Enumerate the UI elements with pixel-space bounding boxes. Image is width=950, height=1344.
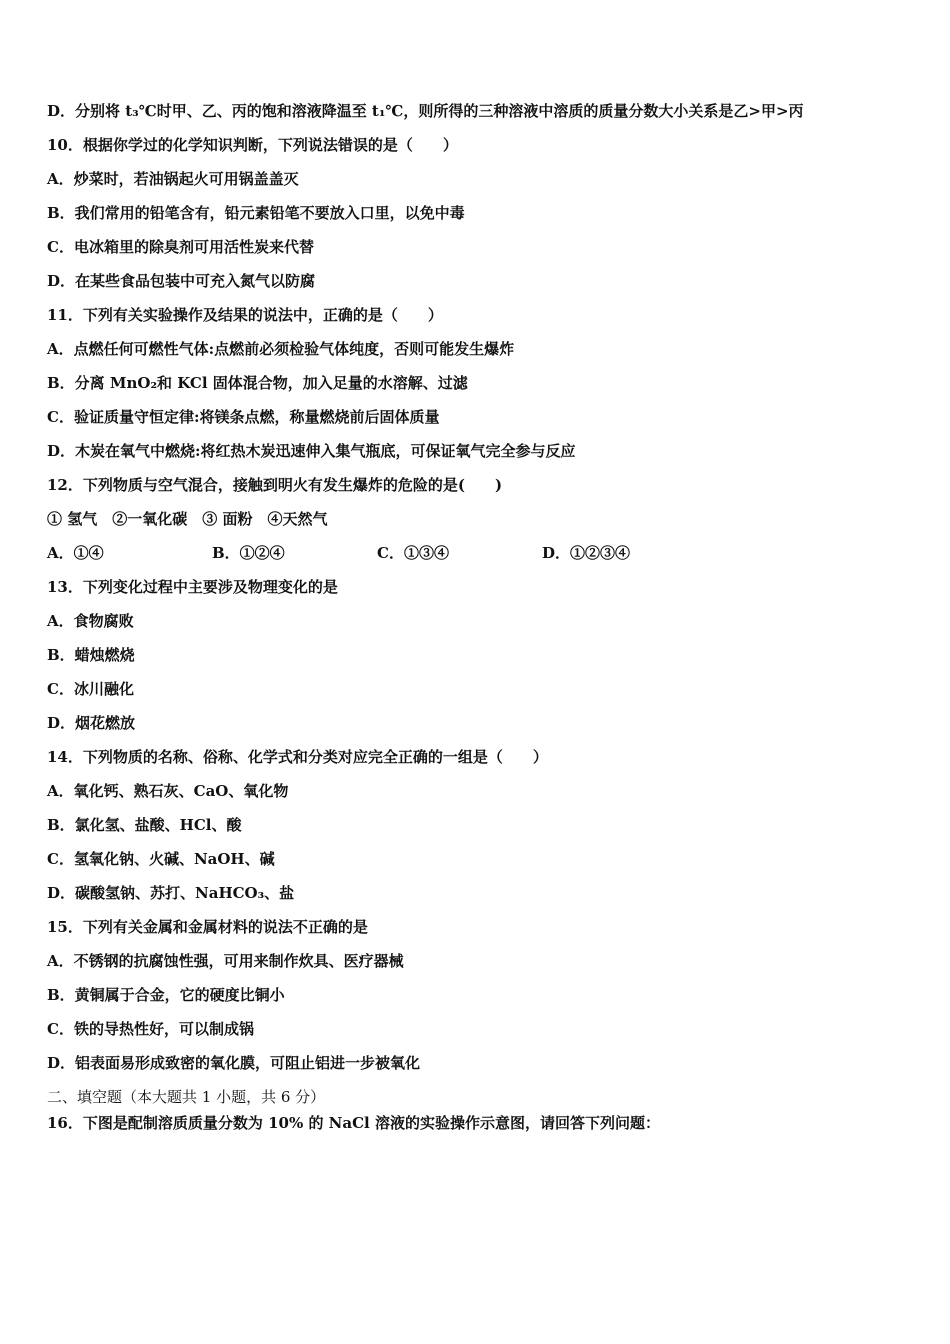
q10-option-c: C．电冰箱里的除臭剂可用活性炭来代替: [47, 238, 314, 256]
q11-option-d: D．木炭在氧气中燃烧:将红热木炭迅速伸入集气瓶底，可保证氧气完全参与反应: [47, 442, 576, 460]
question-14: 14．下列物质的名称、俗称、化学式和分类对应完全正确的一组是（ ）: [47, 748, 548, 766]
q15-option-c: C．铁的导热性好，可以制成锅: [47, 1020, 254, 1038]
q10-option-b: B．我们常用的铅笔含有，铅元素铅笔不要放入口里，以免中毒: [47, 204, 465, 222]
q9-option-d: D．分别将 t₃℃时甲、乙、丙的饱和溶液降温至 t₁℃，则所得的三种溶液中溶质的质量分数大小关系是乙>甲>丙: [47, 102, 804, 120]
question-12: 12．下列物质与空气混合，接触到明火有发生爆炸的危险的是( ): [47, 476, 503, 494]
q15-option-a: A．不锈钢的抗腐蚀性强，可用来制作炊具、医疗器械: [47, 952, 404, 970]
q11-option-b: B．分离 MnO₂和 KCl 固体混合物，加入足量的水溶解、过滤: [47, 374, 468, 392]
q10-option-a: A．炒菜时，若油锅起火可用锅盖盖灭: [47, 170, 299, 188]
q13-option-a: A．食物腐败: [47, 612, 134, 630]
q13-option-d: D．烟花燃放: [47, 714, 136, 732]
q14-option-b: B．氯化氢、盐酸、HCl、酸: [47, 816, 242, 834]
q10-option-d: D．在某些食品包装中可充入氮气以防腐: [47, 272, 316, 290]
q12-option-d: D．①②③④: [542, 544, 631, 562]
question-11: 11．下列有关实验操作及结果的说法中，正确的是（ ）: [47, 306, 443, 324]
question-15: 15．下列有关金属和金属材料的说法不正确的是: [47, 918, 368, 936]
q14-option-a: A．氧化钙、熟石灰、CaO、氧化物: [47, 782, 289, 800]
q15-option-d: D．铝表面易形成致密的氧化膜，可阻止铝进一步被氧化: [47, 1054, 421, 1072]
q15-option-b: B．黄铜属于合金，它的硬度比铜小: [47, 986, 285, 1004]
question-13: 13．下列变化过程中主要涉及物理变化的是: [47, 578, 338, 596]
question-16: 16．下图是配制溶质质量分数为 10% 的 NaCl 溶液的实验操作示意图，请回答下列问题：: [47, 1114, 660, 1132]
q12-option-b: B．①②④: [212, 544, 285, 562]
question-10: 10．根据你学过的化学知识判断，下列说法错误的是（ ）: [47, 136, 458, 154]
q11-option-a: A．点燃任何可燃性气体:点燃前必须检验气体纯度，否则可能发生爆炸: [47, 340, 515, 358]
q14-option-c: C．氢氧化钠、火碱、NaOH、碱: [47, 850, 275, 868]
q12-option-a: A．①④: [47, 544, 104, 562]
section-heading-fill-in: 二、填空题（本大题共 1 小题，共 6 分）: [47, 1088, 326, 1106]
q12-option-c: C．①③④: [377, 544, 449, 562]
q13-option-b: B．蜡烛燃烧: [47, 646, 135, 664]
q12-items: ① 氢气 ②一氧化碳 ③ 面粉 ④天然气: [47, 510, 328, 528]
q12-options: [47, 543, 920, 563]
q14-option-d: D．碳酸氢钠、苏打、NaHCO₃、盐: [47, 884, 295, 902]
q13-option-c: C．冰川融化: [47, 680, 134, 698]
q11-option-c: C．验证质量守恒定律:将镁条点燃，称量燃烧前后固体质量: [47, 408, 440, 426]
